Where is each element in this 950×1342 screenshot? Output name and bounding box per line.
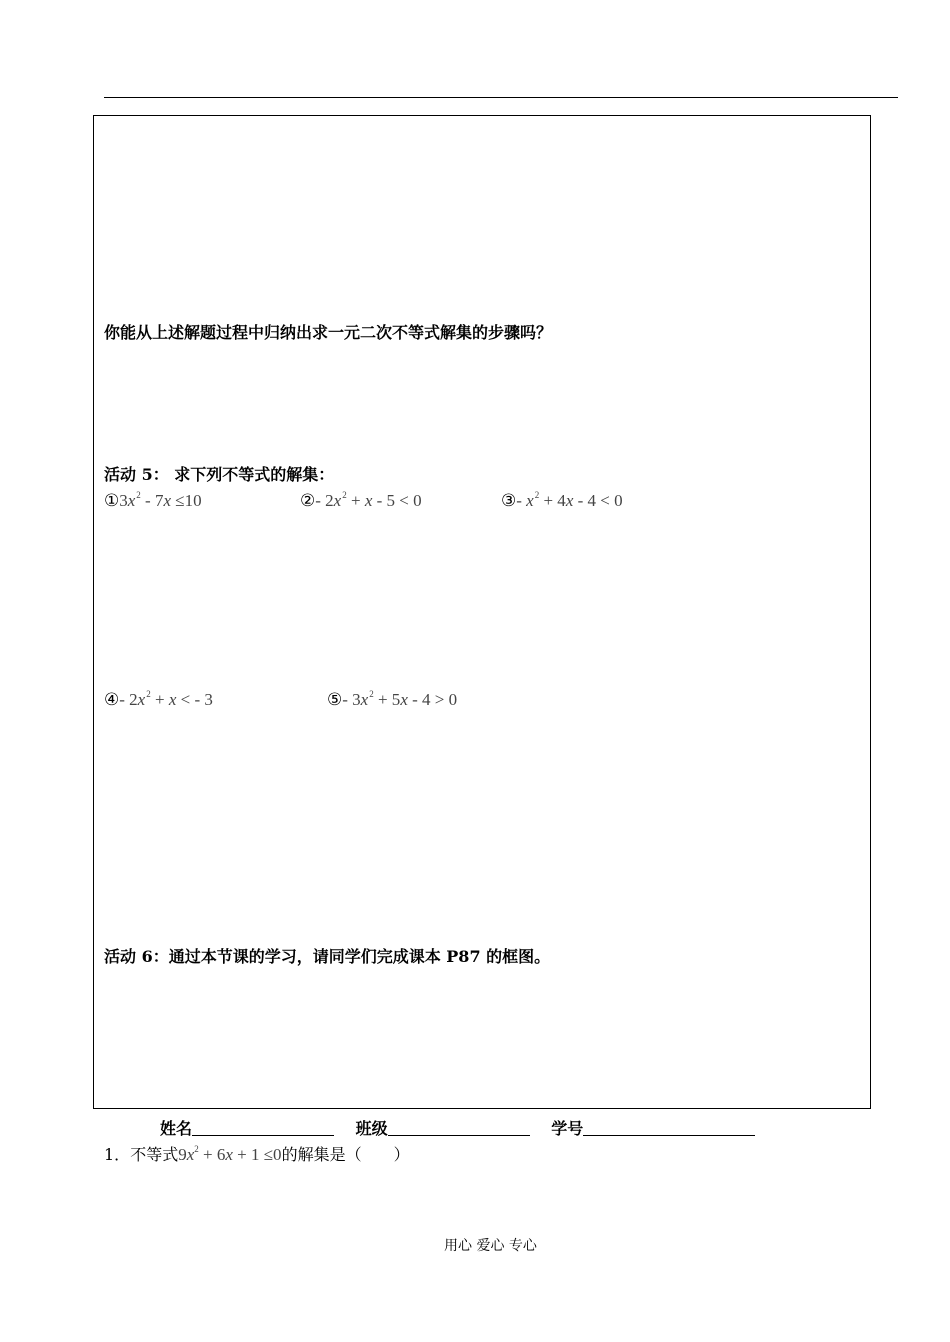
- question-1-expression: $9x^2 + 6x + 1 \le 0$: [178, 1144, 282, 1164]
- question-1: 1．不等式$9x^2 + 6x + 1 \le 0$的解集是（ ）: [104, 1144, 410, 1164]
- inequality-5: ⑤- $3x^2 + 5x - 4 > 0$: [327, 689, 458, 709]
- header-rule: [104, 97, 898, 98]
- page-footer: 用心 爱心 专心: [444, 1238, 537, 1254]
- name-blank[interactable]: [192, 1119, 334, 1136]
- class-label: 班级: [355, 1119, 388, 1138]
- inequality-3: ③- $x^2 + 4x - 4 < 0$: [501, 490, 623, 510]
- student-info-line: [160, 1116, 755, 1139]
- name-label: 姓名: [160, 1119, 193, 1138]
- steps-question: 你能从上述解题过程中归纳出求一元二次不等式解集的步骤吗？: [104, 323, 553, 342]
- inequality-2: ②- $2x^2 + x - 5 < 0$: [300, 490, 422, 510]
- id-label: 学号: [551, 1119, 584, 1138]
- activity5-title: 活动 5： 求下列不等式的解集：: [104, 465, 335, 484]
- activity6-text: 活动 6：通过本节课的学习，请同学们完成课本 P87 的框图。: [104, 947, 551, 966]
- inequality-4: ④- $2x^2 + x$ < - 3: [104, 689, 213, 709]
- id-blank[interactable]: [583, 1119, 755, 1136]
- class-blank[interactable]: [388, 1119, 530, 1136]
- inequality-1: $①3x^2 - 7x \le 10$: [104, 490, 202, 510]
- question-number: 1．: [104, 1145, 131, 1164]
